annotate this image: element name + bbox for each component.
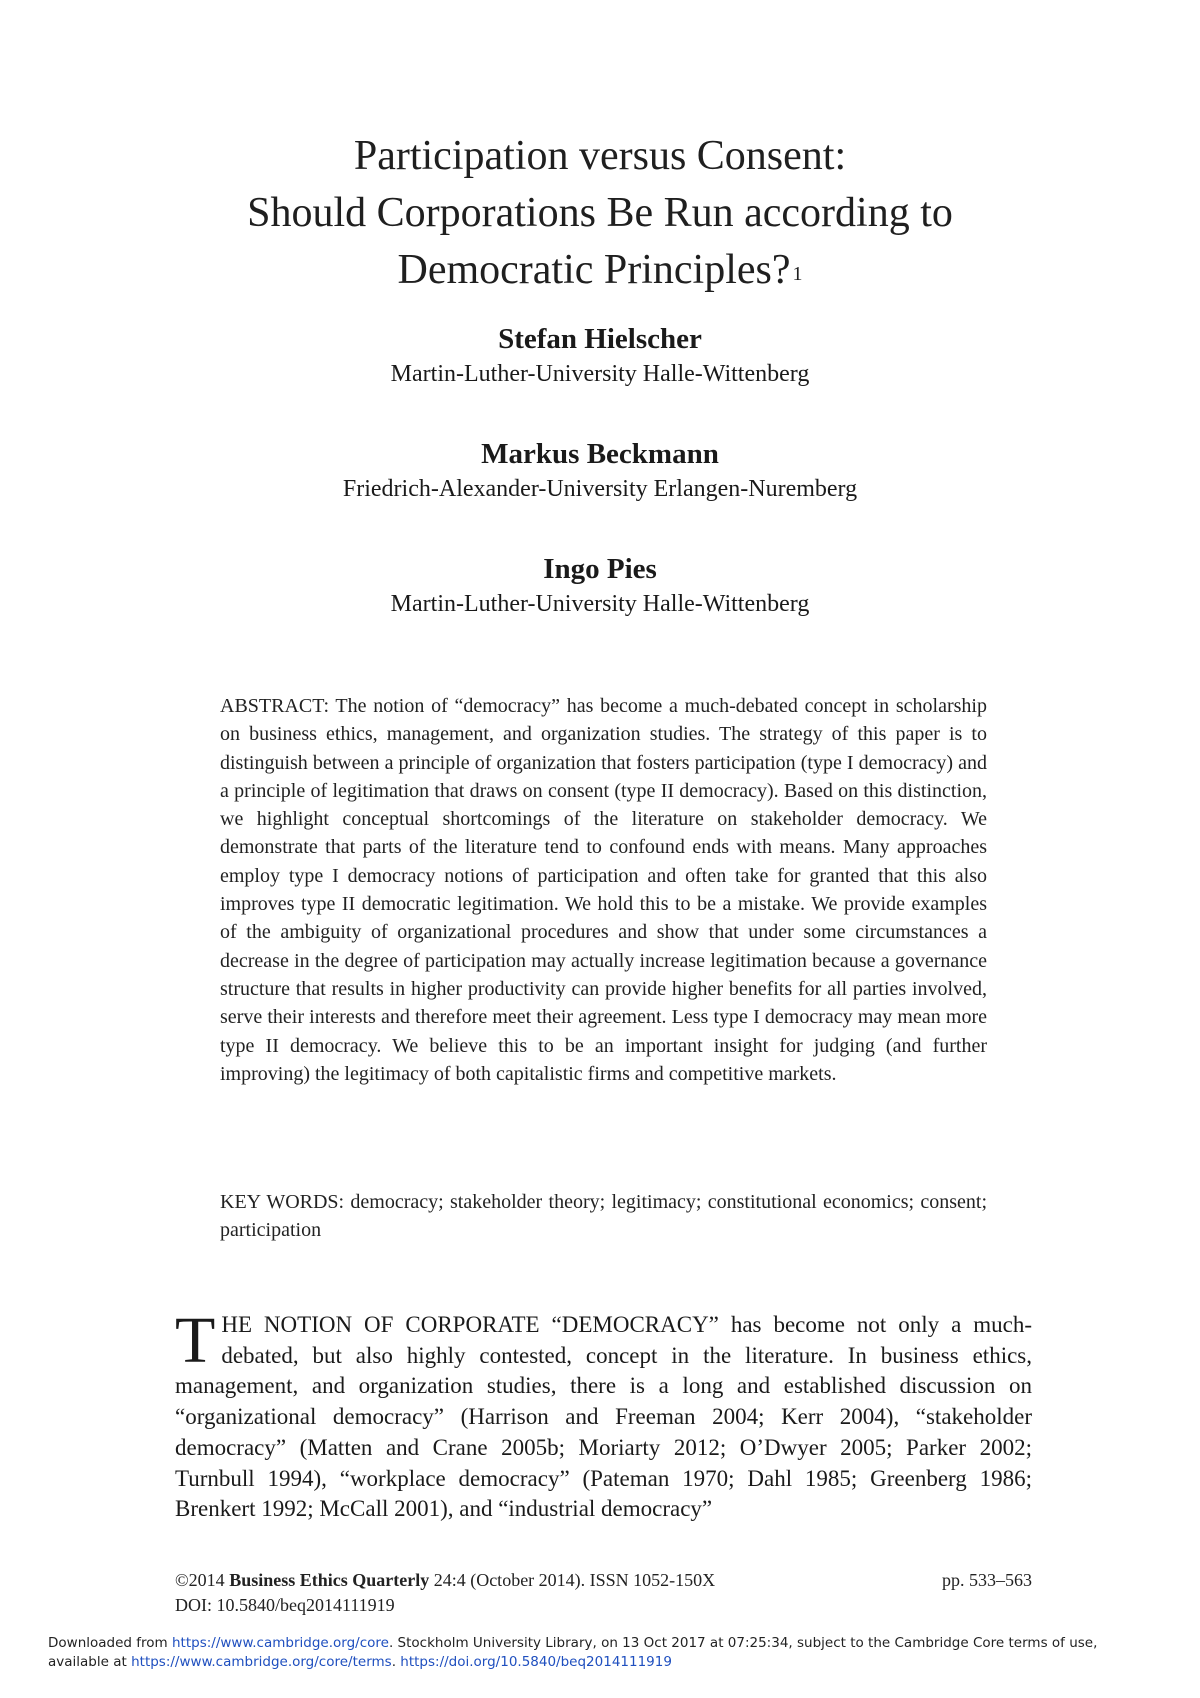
author-block-3	[150, 550, 1050, 620]
doi: DOI: 10.5840/beq2014111919	[175, 1595, 395, 1615]
article-title	[150, 128, 1050, 299]
title-line-2: Should Corporations Be Run according to	[247, 190, 953, 236]
author-block-2	[150, 435, 1050, 505]
author-affiliation: Martin-Luther-University Halle-Wittenberg	[390, 361, 810, 387]
doi-link[interactable]: https://doi.org/10.5840/beq2014111919	[400, 1654, 672, 1670]
author-affiliation: Friedrich-Alexander-University Erlangen-Nuremberg	[342, 476, 858, 502]
cambridge-core-link[interactable]: https://www.cambridge.org/core	[171, 1635, 389, 1651]
body-paragraph	[175, 1304, 1032, 1525]
keywords: KEY WORDS: democracy; stakeholder theory; legitimacy; constitutional economics; consent; participation	[220, 1191, 987, 1242]
title-line-3	[150, 242, 1050, 299]
download-text-2: . Stockholm University Library, on 13 Oct 2017 at 07:25:34, subject to the Cambridge Core terms of use, available at	[48, 1635, 1098, 1670]
author-name: Markus Beckmann	[481, 438, 719, 470]
abstract: ABSTRACT: The notion of “democracy” has become a much-debated concept in scholarship on business ethics, management, and organization studies. The strategy of this paper is to distinguish between a principle of organization that fosters participation (type I democracy) and a principle of legitimation that draws on consent (type II democracy). Based on this distinction, we highlight conceptual shortcomings of the literature on stakeholder democracy. We demonstrate that parts of the literature tend to confound ends with means. Many approaches employ type I democracy notions of participation and often take for granted that this also improves type II democratic legitimation. We hold this to be a mistake. We provide examples of the ambiguity of organizational procedures and show that under some circumstances a decrease in the degree of participation may actually increase legitimation because a governance structure that results in higher productivity can provide higher benefits for all parties involved, serve their interests and therefore meet their agreement. Less type I democracy may mean more type II democracy. We believe this to be an important insight for judging (and further improving) the legitimacy of both capitalistic firms and competitive markets.	[220, 695, 987, 1085]
footnote-mark[interactable]: 1	[792, 263, 803, 285]
title-line-3-text: Democratic Principles?	[397, 247, 791, 293]
author-block-1	[150, 320, 1050, 390]
page-range: pp. 533–563	[942, 1570, 1032, 1590]
body-paragraph-text: HE NOTION OF CORPORATE “DEMOCRACY” has become not only a much-debated, but also highly contested, concept in the literature. In business ethics, management, and organization studies, there is a long and established discussion on “organizational democracy” (Harrison and Freeman 2004; Kerr 2004), “stakeholder democracy” (Matten and Crane 2005b; Moriarty 2012; O’Dwyer 2005; Parker 2002; Turnbull 1994), “workplace democracy” (Pateman 1970; Dahl 1985; Greenberg 1986; Brenkert 1992; McCall 2001), and “industrial democracy”	[175, 1312, 1032, 1522]
download-text-1: Downloaded from	[48, 1635, 172, 1651]
issue-info: 24:4 (October 2014). ISSN 1052-150X	[429, 1570, 716, 1590]
drop-cap: T	[175, 1304, 216, 1377]
copyright: ©2014	[175, 1570, 225, 1590]
author-name: Ingo Pies	[543, 553, 657, 585]
download-notice	[48, 1634, 1158, 1672]
journal-name: Business Ethics Quarterly	[229, 1570, 430, 1590]
author-name: Stefan Hielscher	[498, 323, 702, 355]
download-text-3: .	[391, 1654, 401, 1670]
title-line-1: Participation versus Consent:	[353, 133, 847, 179]
author-affiliation: Martin-Luther-University Halle-Wittenberg	[390, 591, 810, 617]
citation-footer	[175, 1568, 1032, 1592]
cambridge-terms-link[interactable]: https://www.cambridge.org/core/terms	[131, 1654, 392, 1670]
